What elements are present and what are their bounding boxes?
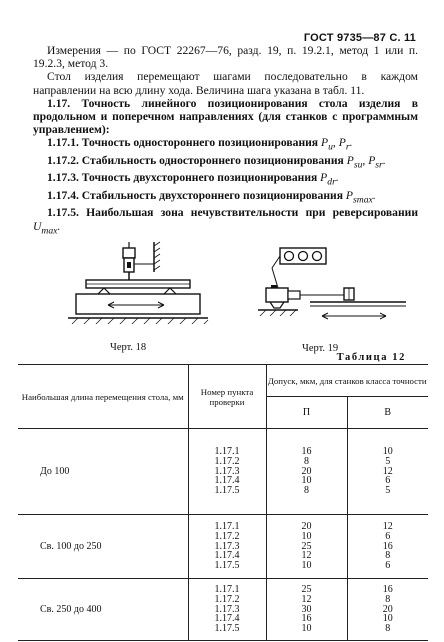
figure-19-caption: Черт. 19 — [302, 343, 339, 354]
header-class-p: П — [266, 397, 347, 429]
page-header: ГОСТ 9735—87 С. 11 — [303, 32, 416, 44]
figure-18-caption: Черт. 18 — [110, 342, 147, 353]
header-tolerance: Допуск, мкм, для станков класса точности — [266, 365, 428, 397]
body-text — [33, 44, 418, 237]
row-length: Св. 100 до 250 — [18, 515, 188, 579]
row-values-p: 25 12 30 16 10 — [266, 579, 347, 641]
item-1-17-3: 1.17.3. Точность двухстороннего позиционирования $P_{dr}$. — [47, 171, 339, 188]
item-1-17-1: 1.17.1. Точность одностороннего позиционирования $P_u$, $P_r$. — [47, 136, 353, 153]
item-1-17: 1.17. Точность линейного позиционирования стола изделия в продольном и поперечном направлениях (для станков с программным управлением): — [33, 96, 418, 137]
row-values-v: 16 8 20 10 8 — [347, 579, 428, 641]
row-items: 1.17.1 1.17.2 1.17.3 1.17.4 1.17.5 — [188, 429, 266, 515]
table-row — [18, 429, 428, 515]
figure-19-drawing — [258, 236, 418, 336]
paragraph-measurements: Измерения — по ГОСТ 22267—76, разд. 19, п. 19.2.1, метод 1 или п. 19.2.3, метод 3. — [33, 44, 418, 71]
tolerance-table — [18, 364, 428, 641]
row-values-p: 16 8 20 10 8 — [266, 429, 347, 515]
table-caption: Таблица 12 — [336, 352, 406, 363]
row-values-v: 12 6 16 8 6 — [347, 515, 428, 579]
row-length: До 100 — [18, 429, 188, 515]
row-items: 1.17.1 1.17.2 1.17.3 1.17.4 1.17.5 — [188, 579, 266, 641]
figure-18-drawing — [68, 238, 228, 334]
table-row — [18, 515, 428, 579]
item-1-17-5: 1.17.5. Наибольшая зона нечувствительности при реверсировании $U_{max}$. — [33, 206, 418, 236]
table-row — [18, 579, 428, 641]
row-items: 1.17.1 1.17.2 1.17.3 1.17.4 1.17.5 — [188, 515, 266, 579]
header-length: Наибольшая длина перемещения стола, мм — [18, 365, 188, 429]
paragraph-steps: Стол изделия перемещают шагами последовательно в каждом направлении на всю длину хода. Величина шага указана в табл. 11. — [33, 70, 418, 97]
item-1-17-2: 1.17.2. Стабильность одностороннего позиционирования $P_{su}$, $P_{sr}$. — [47, 153, 386, 171]
table-header-row — [18, 365, 428, 397]
header-item: Номер пункта проверки — [188, 365, 266, 429]
row-values-v: 10 5 12 6 5 — [347, 429, 428, 515]
item-1-17-4: 1.17.4. Стабильность двухстороннего позиционирования $P_{smax}$. — [47, 188, 376, 206]
row-length: Св. 250 до 400 — [18, 579, 188, 641]
row-values-p: 20 10 25 12 10 — [266, 515, 347, 579]
header-class-v: В — [347, 397, 428, 429]
